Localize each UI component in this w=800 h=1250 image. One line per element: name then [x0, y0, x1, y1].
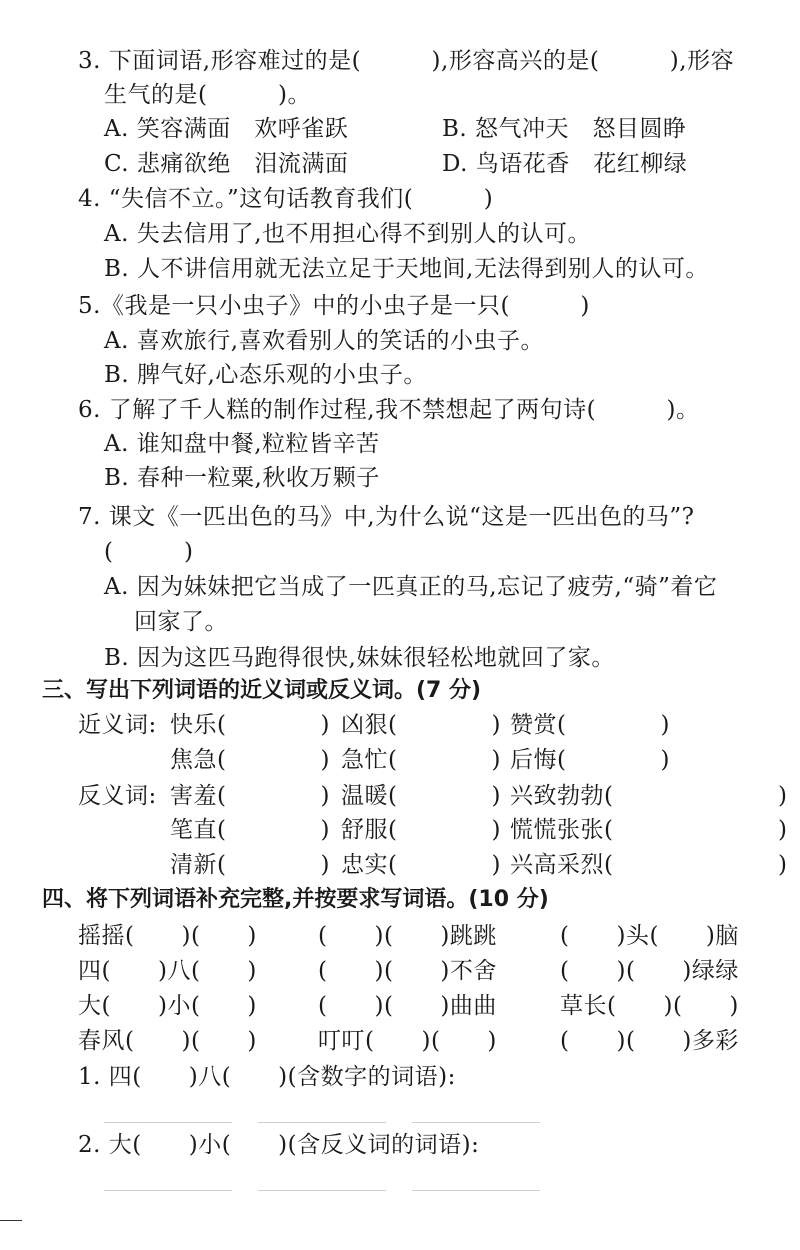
fill-word-item: ( )( )跳跳 [318, 923, 497, 949]
q7-option-b: B. 因为这匹马跑得很快,妹妹很轻松地就回了家。 [104, 645, 615, 671]
antonym-item: 清新( ) [170, 852, 330, 878]
fill-word-item: 四( )八( ) [78, 958, 257, 984]
q6-option-a: A. 谁知盘中餐,粒粒皆辛苦 [104, 431, 380, 457]
fill-word-item: 草长( )( ) [560, 993, 739, 1019]
fill-word-item: ( )头( )脑 [560, 923, 739, 949]
antonym-item: 舒服( ) [341, 817, 501, 843]
fill-word-item: 大( )小( ) [78, 993, 257, 1019]
q4-option-b: B. 人不讲信用就无法立足于天地间,无法得到别人的认可。 [104, 256, 709, 282]
section4-title: 四、将下列词语补充完整,并按要求写词语。(10 分) [42, 887, 549, 912]
answer-line [412, 1122, 540, 1123]
answer-line [104, 1190, 232, 1191]
q3-option-a: A. 笑容满面 欢呼雀跃 [104, 116, 349, 142]
q5-option-b: B. 脾气好,心态乐观的小虫子。 [104, 362, 427, 388]
answer-line [258, 1122, 386, 1123]
antonym-item: 害羞( ) [170, 783, 330, 809]
q7-stem: 7. 课文《一匹出色的马》中,为什么说“这是一匹出色的马”? [78, 504, 695, 530]
section3-title: 三、写出下列词语的近义词或反义词。(7 分) [42, 678, 482, 703]
section4-sub2: 2. 大( )小( )(含反义词的词语): [78, 1132, 480, 1158]
q6-option-b: B. 春种一粒粟,秋收万颗子 [104, 465, 380, 491]
q7-option-a-line1: A. 因为妹妹把它当成了一匹真正的马,忘记了疲劳,“骑”着它 [104, 574, 718, 600]
antonym-item: 忠实( ) [341, 852, 501, 878]
synonym-item: 急忙( ) [341, 747, 501, 773]
q7-option-a-line2: 回家了。 [134, 609, 228, 635]
q7-answer-paren: ( ) [104, 539, 194, 565]
fill-word-item: 叮叮( )( ) [318, 1028, 497, 1054]
antonym-item: 慌慌张张( ) [510, 817, 788, 843]
antonym-item: 兴致勃勃( ) [510, 783, 788, 809]
page-corner-mark [0, 1220, 22, 1221]
synonym-item: 快乐( ) [170, 712, 330, 738]
synonym-label: 近义词: [78, 712, 157, 738]
q3-option-d: D. 鸟语花香 花红柳绿 [442, 151, 688, 177]
fill-word-item: 春风( )( ) [78, 1028, 257, 1054]
fill-word-item: 摇摇( )( ) [78, 923, 257, 949]
synonym-item: 后悔( ) [510, 747, 670, 773]
synonym-item: 凶狠( ) [341, 712, 501, 738]
q3-stem-line2: 生气的是( )。 [104, 82, 311, 108]
q3-option-b: B. 怒气冲天 怒目圆睁 [442, 116, 687, 142]
q5-stem: 5.《我是一只小虫子》中的小虫子是一只( ) [78, 293, 590, 319]
antonym-item: 笔直( ) [170, 817, 330, 843]
antonym-item: 兴高采烈( ) [510, 852, 788, 878]
antonym-label: 反义词: [78, 783, 157, 809]
q4-option-a: A. 失去信用了,也不用担心得不到别人的认可。 [104, 221, 592, 247]
q5-option-a: A. 喜欢旅行,喜欢看别人的笑话的小虫子。 [104, 328, 545, 354]
q6-stem: 6. 了解了千人糕的制作过程,我不禁想起了两句诗( )。 [78, 397, 700, 423]
fill-word-item: ( )( )不舍 [318, 958, 497, 984]
fill-word-item: ( )( )曲曲 [318, 993, 497, 1019]
antonym-item: 温暖( ) [341, 783, 501, 809]
q3-stem-line1: 3. 下面词语,形容难过的是( ),形容高兴的是( ),形容 [78, 48, 735, 74]
section4-sub1: 1. 四( )八( )(含数字的词语): [78, 1064, 456, 1090]
answer-line [258, 1190, 386, 1191]
answer-line [412, 1190, 540, 1191]
fill-word-item: ( )( )绿绿 [560, 958, 739, 984]
q4-stem: 4. “失信不立。”这句话教育我们( ) [78, 186, 494, 212]
synonym-item: 赞赏( ) [510, 712, 670, 738]
q3-option-c: C. 悲痛欲绝 泪流满面 [104, 151, 349, 177]
fill-word-item: ( )( )多彩 [560, 1028, 739, 1054]
answer-line [104, 1122, 232, 1123]
synonym-item: 焦急( ) [170, 747, 330, 773]
